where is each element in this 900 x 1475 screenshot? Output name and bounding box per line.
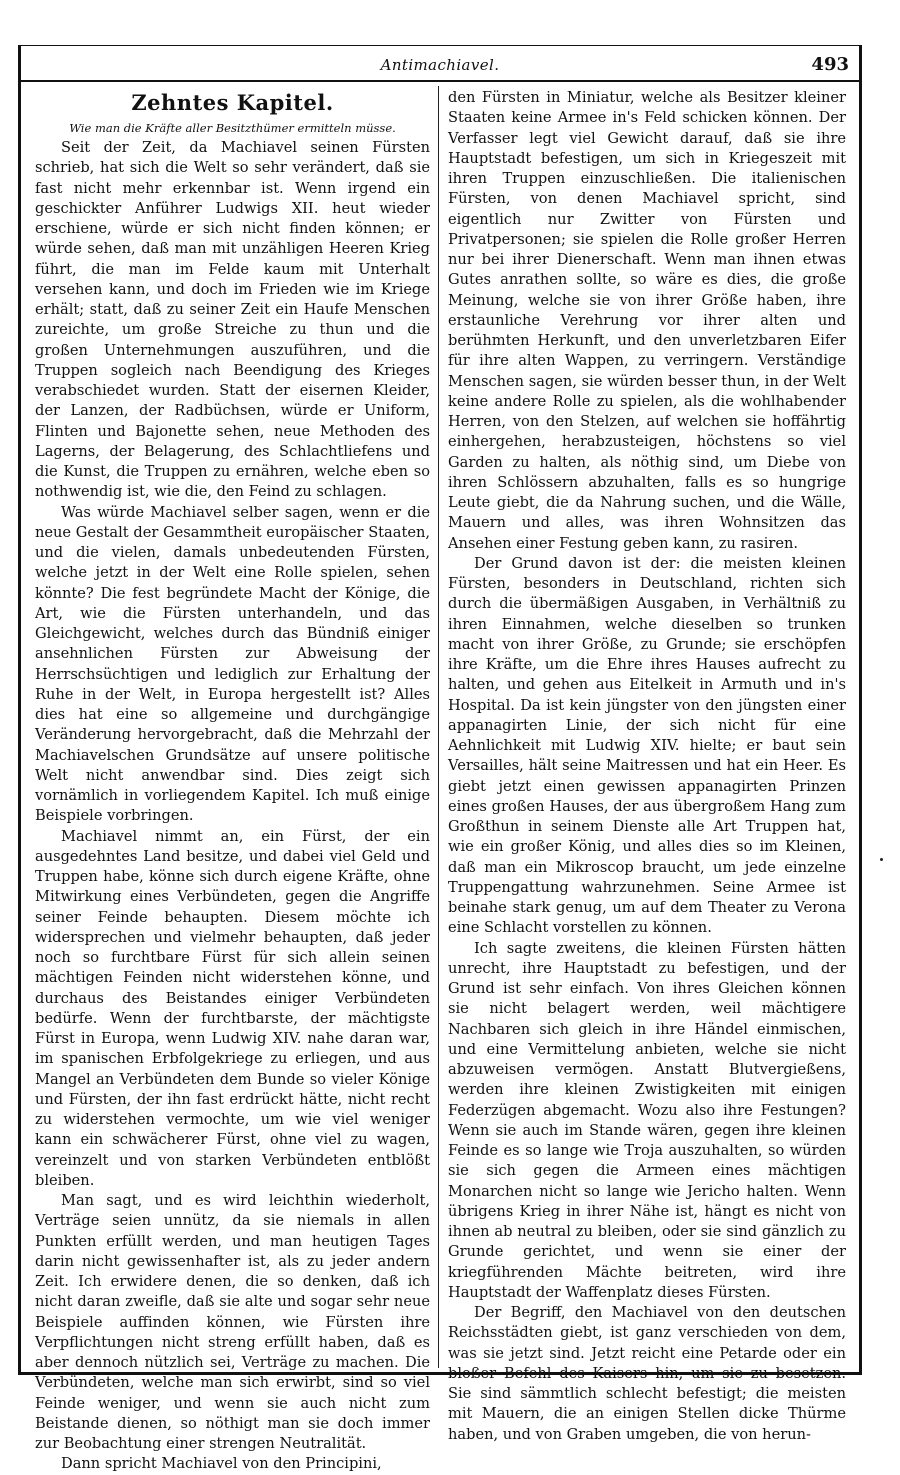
paragraph: Machiavel nimmt an, ein Fürst, der ein ausgedehntes Land besitze, und dabei viel Geld und Truppen habe, könne sich durch eigene Kräfte, ohne Mitwirkung eines Verbündeten, gegen die Angriffe seiner Feinde behaupten. Diesem möchte ich widersprechen und vielmehr behaupten, daß jeder noch so furchtbare Fürst für sich allein seinen mächtigen Feinden nicht widerstehen könne, und durchaus des Beistandes einiger Verbündeten bedürfe. Wenn der furchtbarste, der mächtigste Fürst in Europa, wenn Ludwig XIV. nahe daran war, im spanischen Erbfolgekriege zu erliegen, und aus Mangel an Verbündeten dem Bunde so vieler Könige und Fürsten, der ihn fast erdrückt hätte, nicht recht zu widerstehen vermochte, um wie viel weniger kann ein schwächerer Fürst, ohne viel zu wagen, vereinzelt und von starken Verbündeten entblößt bleiben.	[35, 827, 430, 1189]
chapter-subtitle: Wie man die Kräfte aller Besitzthümer ermitteln müsse.	[69, 121, 396, 135]
right-column	[448, 88, 846, 1443]
paragraph: Der Begriff, den Machiavel von den deutschen Reichsstädten giebt, ist ganz verschieden von dem, was sie jetzt sind. Jetzt reicht eine Petarde oder ein bloßer Befehl des Kaisers hin, um sie zu besetzen. Sie sind sämmtlich schlecht befestigt; die meisten mit Mauern, die an einigen Stellen dicke Thürme haben, und von Graben umgeben, die von herun-	[448, 1304, 846, 1443]
page-number: 493	[811, 54, 849, 75]
paragraph: Was würde Machiavel selber sagen, wenn er die neue Gestalt der Gesammtheit europäischer Staaten, und die vielen, damals unbedeutenden Fürsten, welche jetzt in der Welt eine Rolle spielen, sehen könnte? Die fest begründete Macht der Könige, die Art, wie die Fürsten unterhandeln, und das Gleichgewicht, welches durch das Bündniß einiger ansehnlichen Fürsten zur Abweisung der Herrschsüchtigen und lediglich zur Erhaltung der Ruhe in der Welt, in Europa hergestellt ist? Alles dies hat eine so allgemeine und durchgängige Veränderung hervorgebracht, daß die Mehrzahl der Machiavelschen Grundsätze auf unsere politische Welt nicht anwendbar sind. Dies zeigt sich vornämlich in vorliegendem Kapitel. Ich muß einige Beispiele vorbringen.	[35, 503, 430, 825]
ink-speck	[880, 858, 883, 861]
newspaper-page	[18, 45, 862, 1473]
chapter-title: Zehntes Kapitel.	[131, 90, 334, 115]
running-head	[21, 46, 859, 82]
paragraph: Seit der Zeit, da Machiavel seinen Fürsten schrieb, hat sich die Welt so sehr verändert, daß sie fast nicht mehr erkennbar ist. Wenn irgend ein geschickter Anführer Ludwigs XII. heut wieder erschiene, würde er sich nicht finden können; er würde sehen, daß man mit unzähligen Heeren Krieg führt, die man im Felde kaum mit Unterhalt versehen kann, und doch im Frieden wie im Kriege erhält; statt, daß zu seiner Zeit ein Haufe Menschen zureichte, um große Streiche zu thun und die großen Unternehmungen auszuführen, und die Truppen sogleich nach Beendigung des Krieges verabschiedet wurden. Statt der eisernen Kleider, der Lanzen, der Radbüchsen, würde er Uniform, Flinten und Bajonette sehen, neue Methoden des Lagerns, der Belagerung, des Schlachtliefens und die Kunst, die Truppen zu ernähren, welche eben so nothwendig ist, wie die, den Feind zu schlagen.	[35, 139, 430, 501]
paragraph: den Fürsten in Miniatur, welche als Besitzer kleiner Staaten keine Armee in's Feld schicken können. Der Verfasser legt viel Gewicht darauf, daß sie ihre Hauptstadt befestigen, um sich in Kriegeszeit mit ihren Truppen einzuschließen. Die italienischen Fürsten, von denen Machiavel spricht, sind eigentlich nur Zwitter von Fürsten und Privatpersonen; sie spielen die Rolle großer Herren nur bei ihrer Dienerschaft. Wenn man ihnen etwas Gutes anrathen sollte, so wäre es dies, die große Meinung, welche sie von ihrer Größe haben, ihre erstaunliche Verehrung vor ihrer alten und berühmten Herkunft, und den unverletzbaren Eifer für ihre alten Wappen, zu verringern. Verständige Menschen sagen, sie würden besser thun, in der Welt keine andere Rolle zu spielen, als die wohlhabender Herren, von den Stelzen, auf welchen sie hoffährtig einhergehen, herabzusteigen, höchstens so viel Garden zu halten, als nöthig sind, um Diebe von ihren Schlössern abzuhalten, falls es so hungrige Leute giebt, die da Nahrung suchen, und die Wälle, Mauern und alles, was ihren Wohnsitzen das Ansehen einer Festung geben kann, zu rasiren.	[448, 89, 846, 552]
paragraph: Man sagt, und es wird leichthin wiederholt, Verträge seien unnütz, da sie niemals in allen Punkten erfüllt werden, und man heutigen Tages darin nicht gewissenhafter ist, als zu jeder andern Zeit. Ich erwidere denen, die so denken, daß ich nicht daran zweifle, daß sie alte und sogar sehr neue Beispiele auffinden können, wie Fürsten ihre Verpflichtungen nicht streng erfüllt haben, daß es aber dennoch nützlich sei, Verträge zu machen. Die Verbündeten, welche man sich erwirbt, sind so viel Feinde weniger, und wenn sie auch nicht zum Beistande dienen, so nöthigt man sie doch immer zur Beobachtung einer strengen Neutralität.	[35, 1192, 430, 1452]
paragraph: Ich sagte zweitens, die kleinen Fürsten hätten unrecht, ihre Hauptstadt zu befestigen, und der Grund ist sehr einfach. Von ihres Gleichen können sie nicht belagert werden, weil mächtigere Nachbaren sich gleich in ihre Händel einmischen, und eine Vermittelung anbieten, welche sie nicht abzuweisen vermögen. Anstatt Blutvergießens, werden ihre kleinen Zwistigkeiten mit einigen Federzügen abgemacht. Wozu also ihre Festungen? Wenn sie auch im Stande wären, gegen ihre kleinen Feinde es so lange wie Troja auszuhalten, so würden sie sich gegen die Armeen eines mächtigen Monarchen nicht so lange wie Jericho halten. Wenn übrigens Krieg in ihrer Nähe ist, hängt es nicht von ihnen ab neutral zu bleiben, oder sie sind gänzlich zu Grunde gerichtet, und wenn sie einer der kriegführenden Mächte beitreten, wird ihre Hauptstadt der Waffenplatz dieses Fürsten.	[448, 939, 846, 1301]
text-columns	[21, 82, 859, 1473]
column-divider	[438, 86, 439, 1368]
running-title: Antimachiavel.	[380, 56, 500, 74]
left-column	[35, 90, 430, 1473]
paragraph: Dann spricht Machiavel von den Principini,	[61, 1455, 382, 1473]
paragraph: Der Grund davon ist der: die meisten kleinen Fürsten, besonders in Deutschland, richten sich durch die übermäßigen Ausgaben, in Verhältniß zu ihren Einnahmen, welche dieselben so trunken macht von ihrer Größe, zu Grunde; sie erschöpfen ihre Kräfte, um die Ehre ihres Hauses aufrecht zu halten, und gehen aus Eitelkeit in Armuth und in's Hospital. Da ist kein jüngster von den jüngsten einer appanagirten Linie, der sich nicht für eine Aehnlichkeit mit Ludwig XIV. hielte; er baut sein Versailles, hält seine Maitressen und hat ein Heer. Es giebt jetzt einen gewissen appanagirten Prinzen eines großen Hauses, der aus übergroßem Hang zum Großthun in seinem Dienste alle Art Truppen hat, wie ein großer König, und alles dies so im Kleinen, daß man ein Mikroscop braucht, um jede einzelne Truppengattung wahrzunehmen. Seine Armee ist beinahe stark genug, um auf dem Theater zu Verona eine Schlacht vorstellen zu können.	[448, 554, 846, 937]
